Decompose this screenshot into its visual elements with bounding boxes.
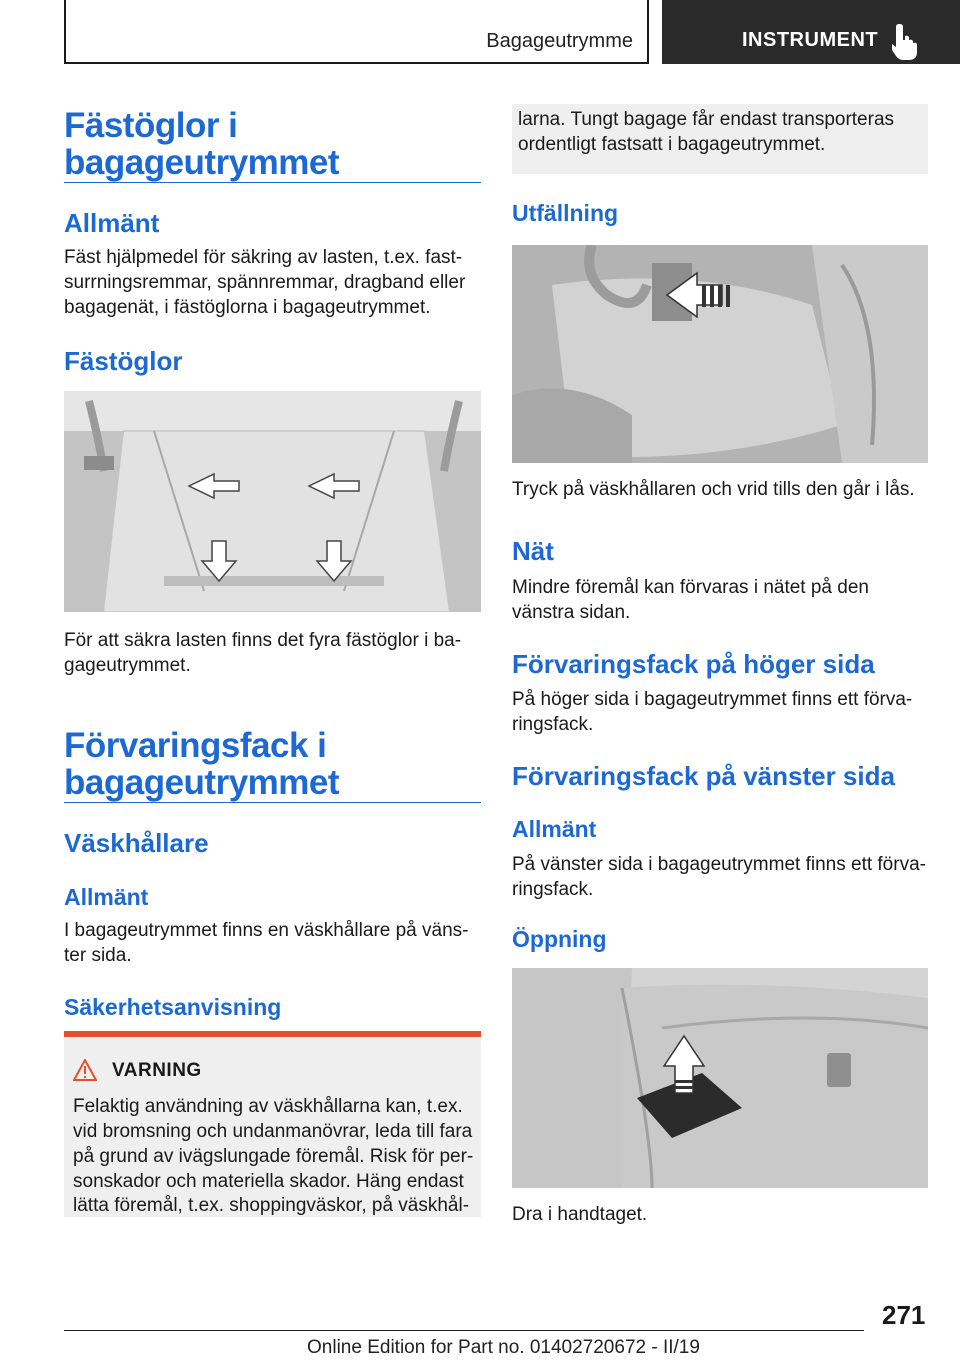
- section-title: Bagageutrymme: [486, 30, 633, 52]
- paragraph-line: I bagageutrymmet finns en väskhållare på väns‐: [64, 920, 469, 941]
- paragraph-line: ringsfack.: [512, 714, 594, 735]
- running-header-section: [64, 0, 649, 64]
- subheading-sakerhetsanvisning: Säkerhetsanvisning: [64, 994, 282, 1020]
- heading-rule: [64, 182, 481, 183]
- paragraph-line: Fäst hjälpmedel för säkring av lasten, t.ex. fast‐: [64, 247, 463, 268]
- warning-line: Felaktig användning av väskhållarna kan, t.ex.: [73, 1096, 463, 1117]
- heading-h1d: bagageutrymmet: [64, 763, 340, 802]
- paragraph-line: På vänster sida i bagageutrymmet finns ett förva‐: [512, 854, 926, 875]
- caption-line: Tryck på väskhållaren och vrid tills den går i lås.: [512, 479, 915, 500]
- warning-line: lätta föremål, t.ex. shoppingväskor, på väskhål‐: [73, 1195, 470, 1216]
- subheading-utfallning: Utfällning: [512, 200, 619, 226]
- warning-line: ordentligt fastsatt i bagageutrymmet.: [518, 134, 826, 155]
- warning-line: på grund av ivägslungade föremål. Risk för per‐: [73, 1146, 474, 1167]
- footer-rule: [64, 1330, 864, 1331]
- caption-line: För att säkra lasten finns det fyra fästöglor i ba‐: [64, 630, 462, 651]
- caption-line: gageutrymmet.: [64, 655, 191, 676]
- warning-line: larna. Tungt bagage får endast transporteras: [518, 109, 895, 130]
- subheading-allmant: Allmänt: [64, 884, 149, 910]
- bag-hook-figure: [512, 245, 928, 463]
- heading-h1b: bagageutrymmet: [64, 143, 340, 182]
- subheading-allmant: Allmänt: [512, 816, 597, 842]
- caption-line: Dra i handtaget.: [512, 1204, 648, 1225]
- pointing-hand-icon: [892, 22, 926, 60]
- subheading-vanster-sida: Förvaringsfack på vänster sida: [512, 761, 895, 791]
- subheading-fastoglor: Fästöglor: [64, 346, 183, 376]
- compartment-handle-figure: [512, 968, 928, 1188]
- subheading-nat: Nät: [512, 536, 554, 566]
- page-number: 271: [882, 1300, 926, 1330]
- paragraph-line: ringsfack.: [512, 879, 594, 900]
- warning-line: sonskador och materiella skador. Häng endast: [73, 1171, 464, 1192]
- paragraph-line: surrningsremmar, spännremmar, dragband eller: [64, 272, 466, 293]
- paragraph-line: vänstra sidan.: [512, 602, 631, 623]
- chapter-title: INSTRUMENT: [742, 29, 879, 51]
- subheading-allmant: Allmänt: [64, 208, 160, 238]
- paragraph-line: ter sida.: [64, 945, 132, 966]
- footer-edition: Online Edition for Part no. 01402720672 - II/19: [307, 1337, 700, 1358]
- heading-rule: [64, 802, 481, 803]
- warning-title: VARNING: [112, 1060, 202, 1081]
- warning-line: vid bromsning och undanmanövrar, leda till fara: [73, 1121, 473, 1142]
- paragraph-line: På höger sida i bagageutrymmet finns ett förva‐: [512, 689, 913, 710]
- warning-triangle-icon: [73, 1059, 97, 1081]
- subheading-oppning: Öppning: [512, 926, 607, 952]
- trunk-tie-down-figure: [64, 391, 481, 612]
- heading-h1c: Förvaringsfack i: [64, 726, 327, 765]
- subheading-hoger-sida: Förvaringsfack på höger sida: [512, 649, 875, 679]
- paragraph-line: Mindre föremål kan förvaras i nätet på den: [512, 577, 869, 598]
- subheading-vaskhallare: Väskhållare: [64, 828, 209, 858]
- heading-h1a: Fästöglor i: [64, 106, 238, 145]
- paragraph-line: bagagenät, i fästöglorna i bagageutrymmet.: [64, 297, 431, 318]
